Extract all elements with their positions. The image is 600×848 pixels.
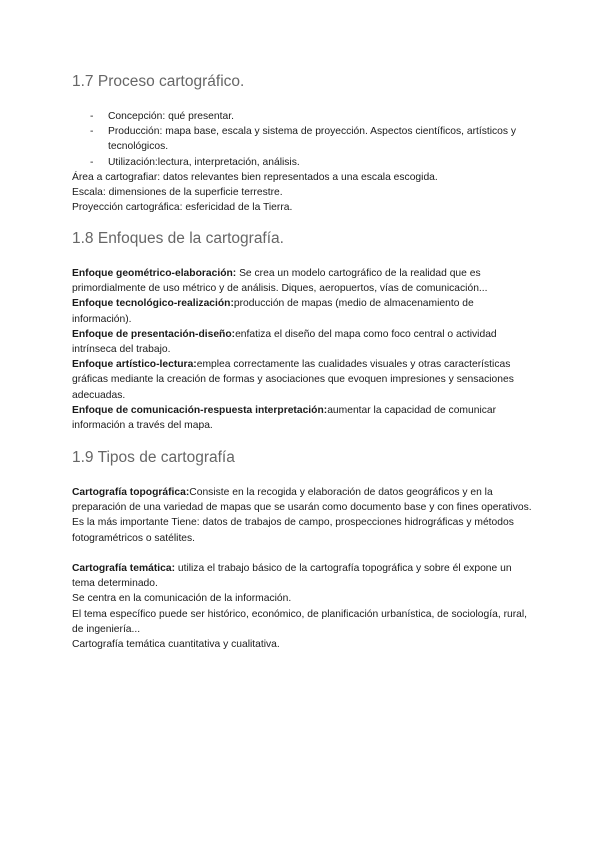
- heading-1-7: 1.7 Proceso cartográfico.: [72, 73, 245, 90]
- enfoque-geometrico: Enfoque geométrico-elaboración: Se crea un modelo cartográfico de la realidad que es primordialmente de uso métrico y de análisis. Diques, aeropuertos, vías de comunicación...: [72, 268, 488, 295]
- list-item: - Utilización:lectura, interpretación, análisis.: [72, 155, 532, 170]
- list-item: - Concepción: qué presentar.: [72, 109, 532, 124]
- enfoque-tecnologico: Enfoque tecnológico-realización:producción de mapas (medio de almacenamiento de información).: [72, 298, 474, 325]
- section-1-8-body: [72, 266, 532, 433]
- dash-mark: -: [90, 111, 94, 122]
- paragraph-area: Área a cartografiar: datos relevantes bien representados a una escala escogida.: [72, 171, 438, 183]
- section-1-9-tematica: [72, 561, 532, 652]
- section-1-7-body: [72, 109, 532, 215]
- heading-1-8: 1.8 Enfoques de la cartografía.: [72, 230, 284, 247]
- cartografia-topografica: Cartografía topográfica:Consiste en la recogida y elaboración de datos geográficos y en la preparación de una variedad de mapas que se usarán como documento base y con fines operativos. Es la más importante Tiene: datos de trabajos de campo, prospecciones hidrográficas y métodos fotogramétricos o satélites.: [72, 487, 532, 544]
- cartografia-tematica: Cartografía temática: utiliza el trabajo básico de la cartografía topográfica y sobre él expone un tema determinado.: [72, 563, 512, 590]
- dash-mark: -: [90, 126, 94, 138]
- paragraph-escala: Escala: dimensiones de la superficie terrestre.: [72, 187, 283, 199]
- enfoque-artistico: Enfoque artístico-lectura:emplea correctamente las cualidades visuales y otras características gráficas mediante la creación de formas y asociaciones que evoquen impresiones y sensaciones adecuadas.: [72, 359, 514, 401]
- dash-mark: -: [90, 156, 94, 168]
- process-list: [72, 109, 532, 170]
- tematica-line: Cartografía temática cuantitativa y cualitativa.: [72, 639, 280, 651]
- list-item: - Producción: mapa base, escala y sistema de proyección. Aspectos científicos, artísticos y tecnológicos.: [90, 126, 517, 153]
- section-1-9-topografica: [72, 485, 532, 546]
- enfoque-comunicacion: Enfoque de comunicación-respuesta interpretación:aumentar la capacidad de comunicar información a través del mapa.: [72, 404, 497, 432]
- tematica-line: El tema específico puede ser histórico, económico, de planificación urbanística, de sociología, rural, de ingeniería...: [72, 608, 528, 635]
- enfoque-presentacion: Enfoque de presentación-diseño:enfatiza el diseño del mapa como foco central o actividad intrínseca del trabajo.: [72, 328, 497, 356]
- heading-1-9: 1.9 Tipos de cartografía: [72, 449, 235, 466]
- paragraph-proyeccion: Proyección cartográfica: esfericidad de la Tierra.: [72, 202, 293, 214]
- tematica-line: Se centra en la comunicación de la información.: [72, 593, 292, 605]
